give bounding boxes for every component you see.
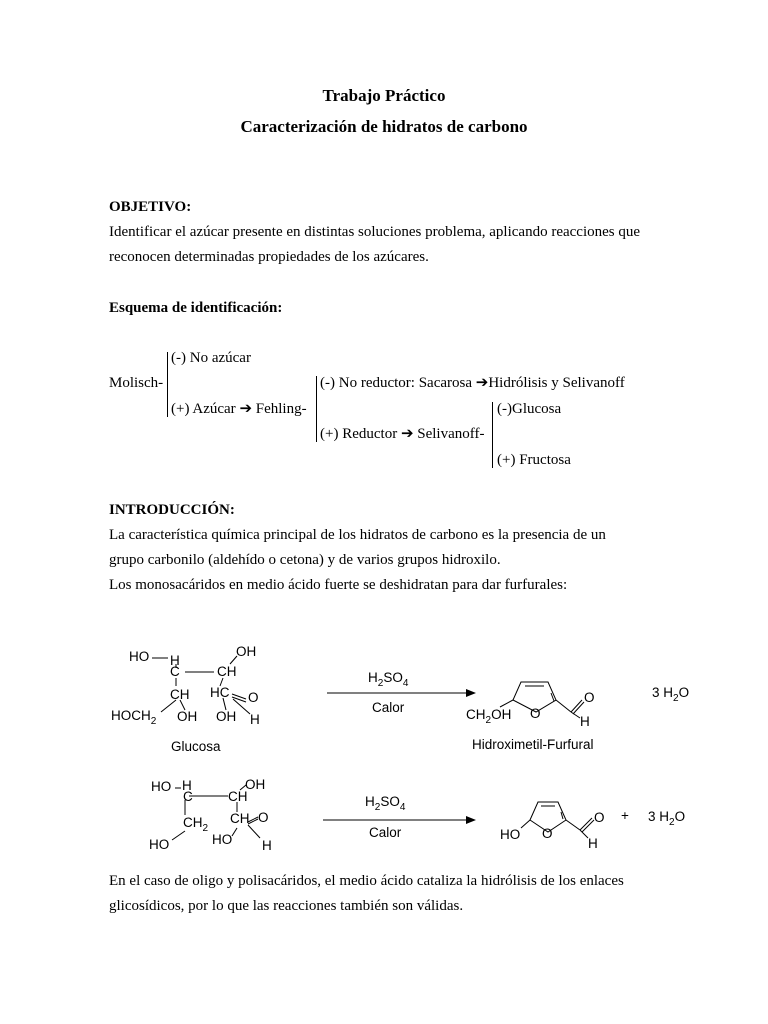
atom-label: H [182, 778, 192, 793]
objetivo-line-1: Identificar el azúcar presente en distintas soluciones problema, aplicando reacciones que [109, 224, 641, 240]
page-title: Trabajo Práctico [322, 86, 446, 105]
atom-label: H [250, 712, 260, 727]
atom-label: CH [228, 789, 248, 804]
atom-label: HO [149, 837, 170, 852]
atom-label: HO [129, 649, 150, 664]
reaction-2-reagent: $H_2SO_4$ [365, 794, 406, 813]
introduccion-line-2: grupo carbonilo (aldehído o cetona) y de varios grupos hidroxilo. [109, 552, 501, 568]
atom-label: O [594, 810, 605, 825]
atom-label: HO [500, 827, 521, 842]
reaction-2-condition: Calor [369, 825, 402, 840]
atom-label: CH [230, 811, 250, 826]
objetivo-line-2: reconocen determinadas propiedades de los azúcares. [109, 249, 429, 265]
reaction-1-reactant-label: Glucosa [171, 739, 221, 754]
scheme-fructosa: (+) Fructosa [497, 452, 571, 468]
reaction-2-byproduct: 3 $H_2O$ [648, 809, 686, 828]
page-subtitle: Caracterización de hidratos de carbono [240, 117, 528, 136]
esquema-heading: Esquema de identificación: [109, 300, 283, 316]
atom-label: C [183, 789, 193, 804]
conclusion-line-1: En el caso de oligo y polisacáridos, el medio ácido cataliza la hidrólisis de los enlaces [109, 873, 624, 889]
atom-label: CH [170, 687, 190, 702]
scheme-azucar: (+) Azúcar ➔ Fehling- [171, 401, 307, 417]
reaction-1-reagent: $H_2SO_4$ [368, 670, 409, 689]
atom-label: $HOCH_2$ [111, 708, 157, 727]
atom-label: O [584, 690, 595, 705]
atom-label: H [580, 714, 590, 729]
arrow-right-icon: ➔ [475, 375, 489, 391]
introduccion-line-1: La característica química principal de los hidratos de carbono es la presencia de un [109, 527, 606, 543]
scheme-molisch: Molisch- [109, 375, 164, 391]
reaction-2-plus: + [621, 808, 629, 823]
atom-label: H [588, 836, 598, 851]
scheme-no-reductor: (-) No reductor: Sacarosa ➔Hidrólisis y Selivanoff [320, 375, 625, 391]
atom-label: OH [216, 709, 237, 724]
atom-label: OH [236, 644, 257, 659]
atom-label: $CH_2$ [183, 815, 209, 834]
introduccion-line-3: Los monosacáridos en medio ácido fuerte se deshidratan para dar furfurales: [109, 577, 568, 593]
atom-label: H [170, 653, 180, 668]
objetivo-heading: OBJETIVO: [109, 199, 192, 215]
atom-label: C [170, 664, 180, 679]
atom-label: HO [151, 779, 172, 794]
reaction-1-byproduct: 3 $H_2O$ [652, 685, 690, 704]
introduccion-heading: INTRODUCCIÓN: [109, 502, 235, 518]
conclusion-line-2: glicosídicos, por lo que las reacciones también son válidas. [109, 898, 464, 914]
atom-label: O [542, 826, 553, 841]
atom-label: HO [212, 832, 233, 847]
atom-label: $CH_2OH$ [466, 707, 512, 726]
arrow-right-icon: ➔ [239, 401, 253, 417]
atom-label: O [258, 810, 269, 825]
atom-label: HC [210, 685, 230, 700]
scheme-no-azucar: (-) No azúcar [171, 350, 251, 366]
atom-label: O [530, 706, 541, 721]
scheme-reductor: (+) Reductor ➔ Selivanoff- [320, 426, 485, 442]
atom-label: O [248, 690, 259, 705]
arrow-right-icon: ➔ [400, 426, 414, 442]
atom-label: OH [245, 777, 266, 792]
atom-label: CH [217, 664, 237, 679]
atom-label: OH [177, 709, 198, 724]
scheme-glucosa: (-)Glucosa [497, 401, 562, 417]
reaction-1-condition: Calor [372, 700, 405, 715]
atom-label: H [262, 838, 272, 853]
reaction-1-product-label: Hidroximetil-Furfural [472, 737, 594, 752]
